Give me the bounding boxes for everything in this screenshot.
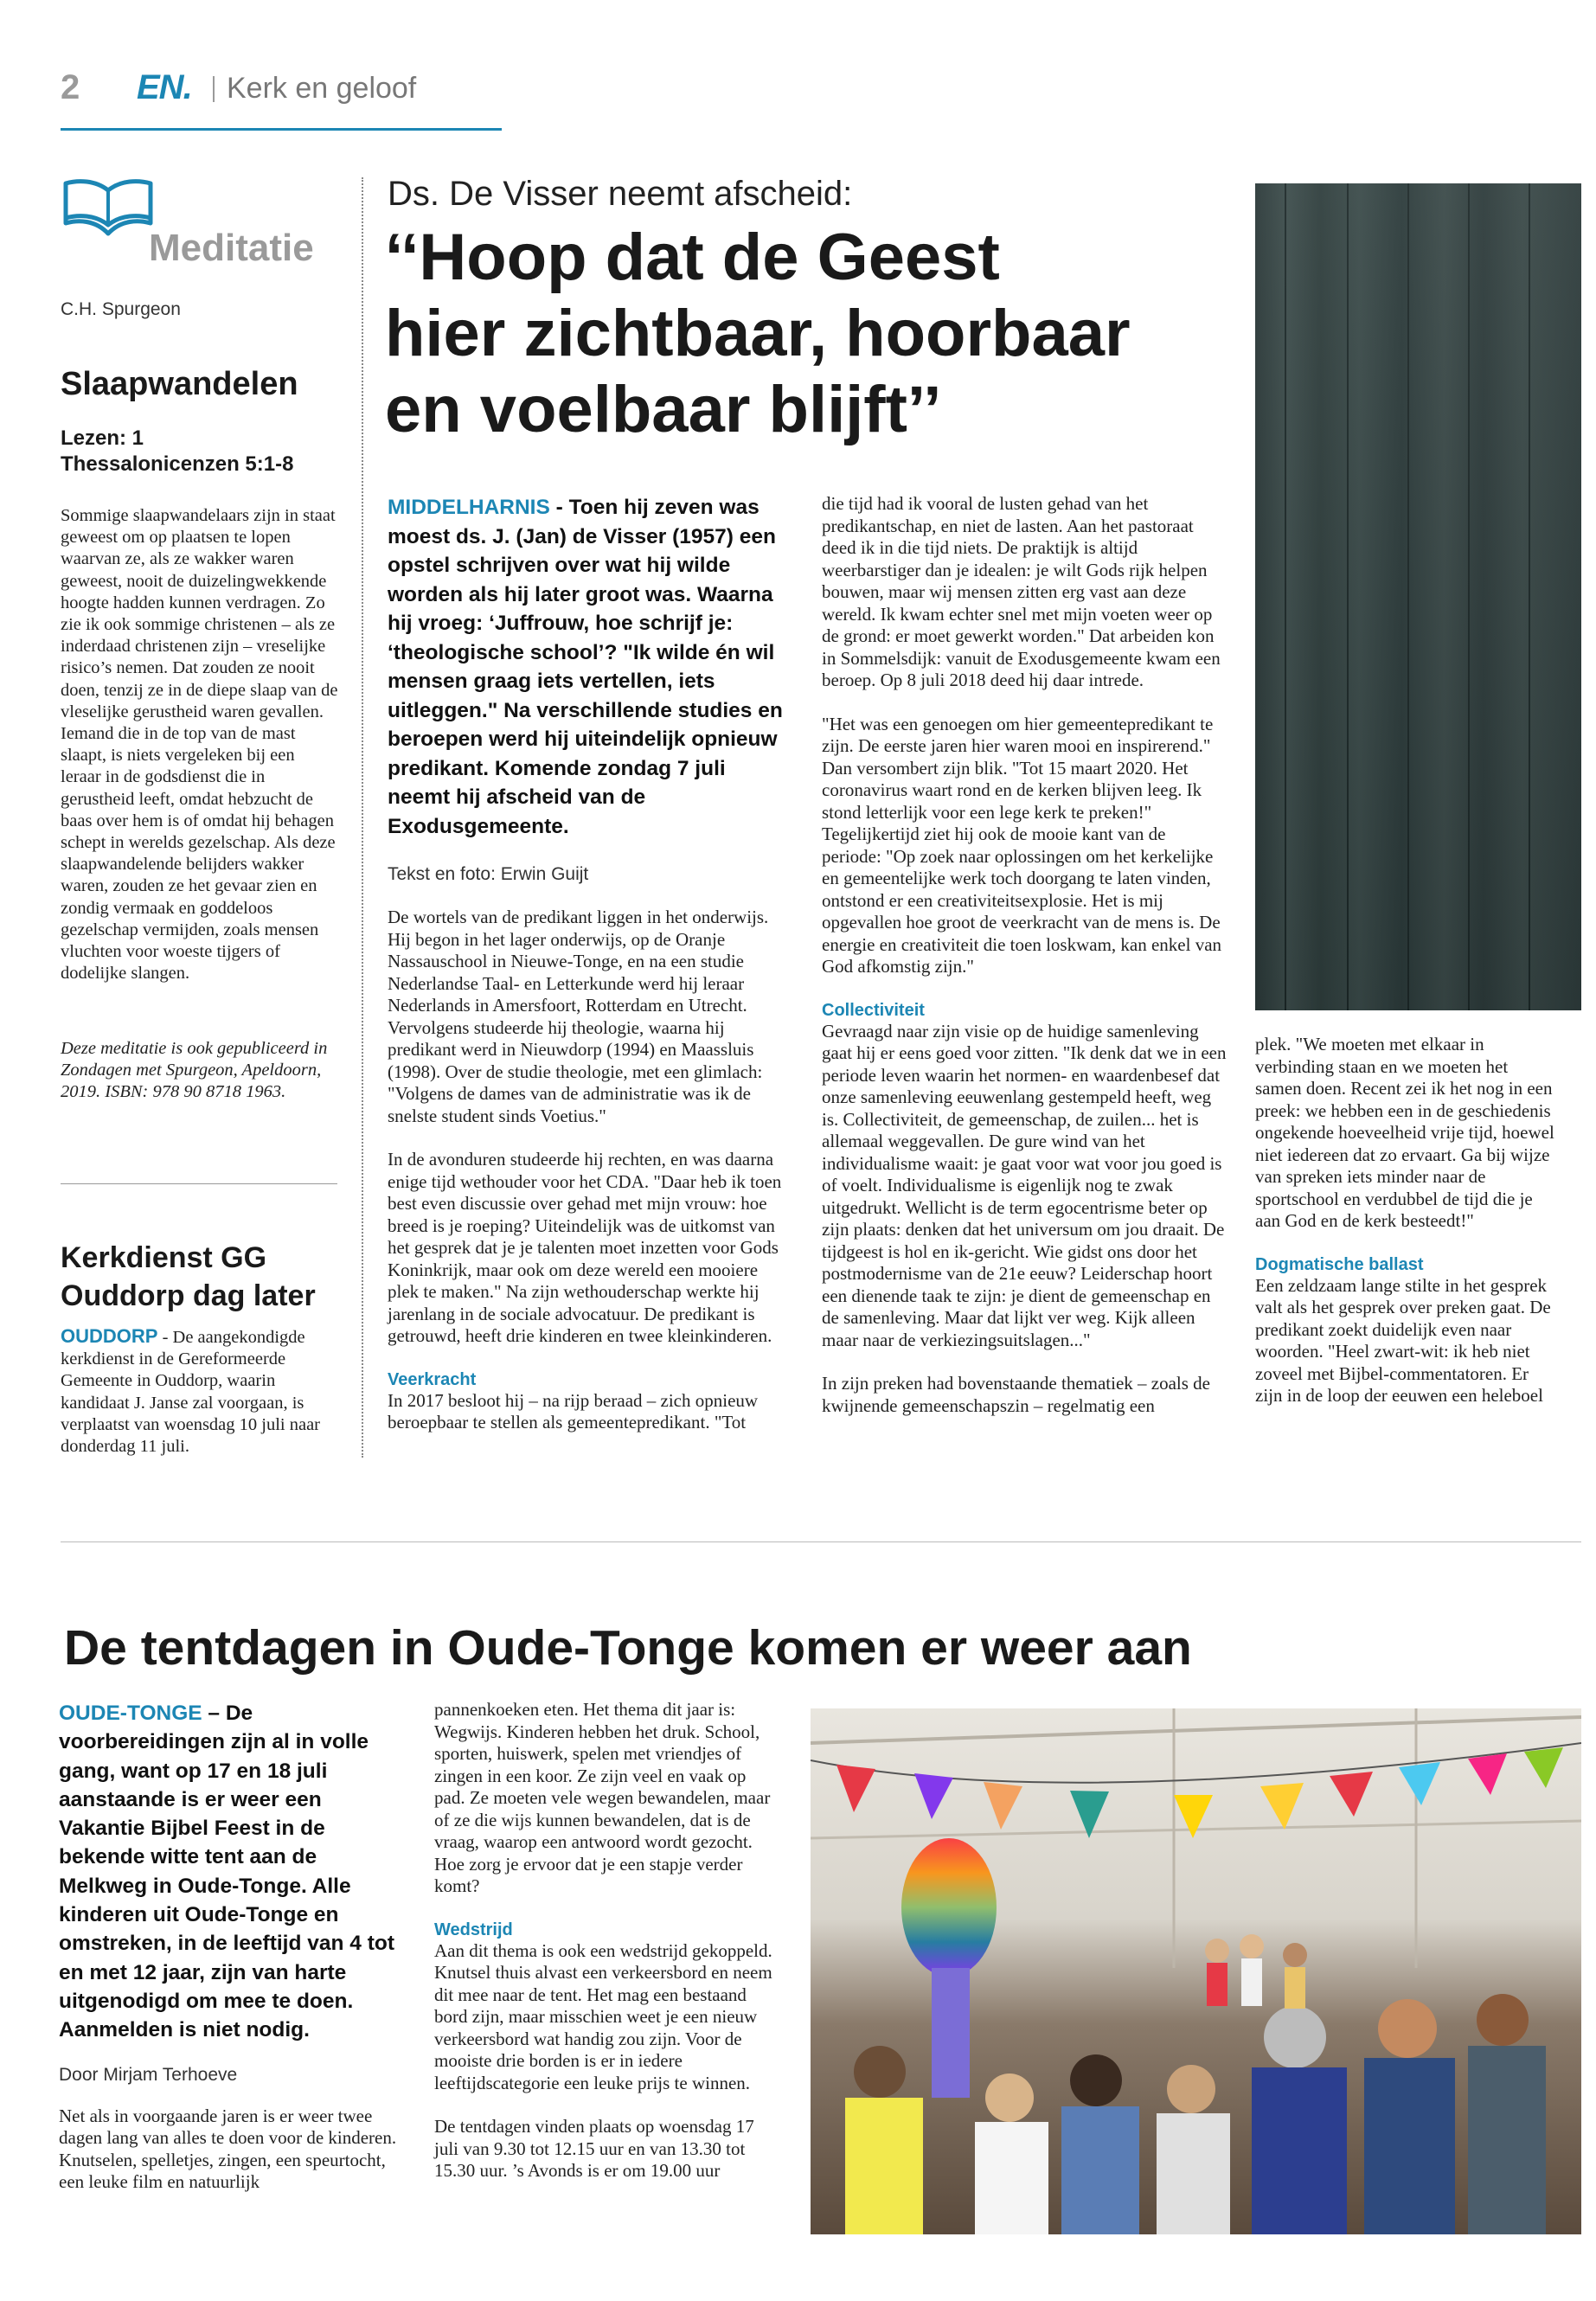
paragraph: Gevraagd naar zijn visie op de huidige samenleving gaat hij er eens goed voor zitten. "Ik denk dat we in een periode leven waarin het normen- en waardenbesef dat onze samenleving eeuwenlang gestempeld heeft, weg is. Collectiviteit, de gemeenschap, de zuilen... het is allemaal weggevallen. De gure wind van het individualisme waait: je gaat voor wat voor jou goed is of voelt. Individualisme is eigenlijk nog te zwak uitgedrukt. Wellicht is de term egocentrisme beter op zijn plaats: denken dat het universum om jou draait. De tijdgeest is hol en ik-gericht. Wie gidst ons door het postmodernisme van de 21e eeuw? Leiderschap hoort een dienende taak te zijn: je dient de gemeenschap en de samenleving. Maar dat lijkt ver weg. Kijk alleen maar naar de verkiezingsuitslagen..." [822, 1020, 1227, 1350]
tent-photo [811, 1708, 1581, 2234]
second-col-1 [59, 1699, 405, 2194]
newspaper-logo: EN. [137, 68, 192, 106]
subheading-veerkracht: Veerkracht [388, 1369, 477, 1389]
main-headline [385, 220, 1207, 448]
paragraph: plek. "We moeten met elkaar in verbinding staan en we moeten het samen doen. Recent zei ik het nog in een preek: we hebben een in de geschiedenis ongekende hoeveelheid vrije tijd, hoewel niet iedereen dat zo ervaart. Ga bij wijze van spreken iets minder naar de sportschool en verdubbel de tijd die je aan God en de kerk besteedt!" [1255, 1034, 1554, 1231]
brief-box [61, 1239, 342, 1458]
brief-body [61, 1325, 342, 1458]
paragraph: Een zeldzaam lange stilte in het gesprek valt als het gesprek over preken gaat. De predikant zoekt duidelijk even naar woorden. "Heel zwart-wit: ik heb niet zoveel met Bijbel-commentatoren. Er zijn in de loop der eeuwen een heleboel [1255, 1274, 1551, 1406]
subheading-collectiviteit: Collectiviteit [822, 1000, 925, 1020]
headline-line-2: hier zichtbaar, hoorbaar [385, 297, 1131, 370]
paragraph: Net als in voorgaande jaren is er weer twee dagen lang van alles te doen voor de kinderen. Knutselen, spelletjes, zingen, een speurtocht, een leuke film en natuurlijk [59, 2105, 397, 2193]
second-headline: De tentdagen in Oude-Tonge komen er weer aan [64, 1620, 1192, 1676]
left-column-rule [61, 1183, 337, 1184]
paragraph: De wortels van de predikant liggen in het onderwijs. Hij begon in het lager onderwijs, op de Oranje Nassauschool in Nieuwe-Tonge, en na een studie Nederlandse Taal- en Letterkunde werd hij leraar Nederlands in Amersfoort, Rotterdam en Utrecht. Vervolgens studeerde hij theologie, waarna hij predikant werd in Nieuwdorp (1994) en Maassluis (1998). Over de studie theologie, met een glimlach: "Volgens de dames van de administratie was ik de snelste student sinds Voetius." [388, 907, 769, 1126]
meditation-reading-2: Thessalonicenzen 5:1-8 [61, 452, 294, 476]
main-col-1-body [388, 907, 785, 1434]
paragraph: In zijn preken had bovenstaande thematiek – zoals de kwijnende gemeenschapszin – regelmatig een [822, 1373, 1210, 1416]
header-rule [61, 128, 502, 131]
paragraph: pannenkoeken eten. Het thema dit jaar is: Wegwijs. Kinderen hebben het druk. School, sporten, huiswerk, spelen met vriendjes of zingen in een koor. Ze zijn veel en vaak op pad. Ze moeten vele wegen bewandelen, maar of ze die wijs kunnen bewandelen, dat is de vraag, waarop een antwoord wordt gezocht. Hoe zorg je ervoor dat je een stapje verder komt? [434, 1699, 771, 1896]
brief-title-1: Kerkdienst GG [61, 1241, 267, 1274]
meditation-body: Sommige slaapwandelaars zijn in staat geweest om op plaatsen te lopen waarvan ze, als ze wakker waren geweest, nooit de duizelingwekkende hoogte hadden kunnen verdragen. Zo zie ik ook sommige christenen – als ze inderdaad christenen zijn – vreselijke risico’s nemen. Dat zouden ze nooit doen, tenzij ze in de diepe slaap van de vleselijke gerustheid waren gevallen. Iemand die in de top van de mast slaapt, is niets vergeleken bij een leraar in de godsdienst die in gerustheid leeft, omdat hebzucht de baas over hem is of omdat hij behagen schept in werelds gezelschap. Als deze slaapwandelende belijders wakker waren, zouden ze het gevaar zien en zondig vermaak en goddeloos gezelschap vermijden, zoals mensen vluchten voor woeste tijgers of dodelijke slangen. [61, 506, 338, 984]
main-col-3 [1255, 1034, 1558, 1407]
main-dateline: MIDDELHARNIS [388, 496, 550, 519]
section-separator [61, 1541, 1581, 1542]
tent-scene [811, 1708, 1581, 2234]
main-kicker: Ds. De Visser neemt afscheid: [388, 175, 853, 213]
meditation-author: C.H. Spurgeon [61, 299, 181, 319]
main-col-2 [822, 493, 1228, 1417]
brief-dateline: OUDDORP [61, 1325, 158, 1347]
second-dateline: OUDE-TONGE [59, 1702, 202, 1725]
brief-title-2: Ouddorp dag later [61, 1279, 316, 1312]
paragraph: In de avonduren studeerde hij rechten, en was daarna enige tijd wethouder voor het CDA. "Daar heb ik toen best even discussie over gehad met mijn vrouw: hoe breed is je roeping? Uiteindelijk was de uitkomst van het gesprek dat je je talenten moet inzetten voor Gods Koninkrijk, maar ook om deze wereld een mooiere plek te maken." Na zijn wethouderschap werkte hij jarenlang in de sociale advocatuur. De predikant is getrouwd, heeft drie kinderen en twee kleinkinderen. [388, 1149, 782, 1346]
page-number: 2 [61, 68, 80, 106]
meditation-title: Slaapwandelen [61, 366, 298, 402]
header-divider [213, 76, 215, 102]
paragraph: die tijd had ik vooral de lusten gehad van het predikantschap, en niet de lasten. Aan het pastoraat deed ik in die tijd niets. De praktijk is altijd weerbarstiger dan je idealen: je wilt Gods rijk helpen bouwen, maar wij mensen zitten erg vast aan deze wereld. Ik kwam echter snel met mijn voeten weer op de grond: er moet gewerkt worden." Dat arbeiden kon in Sommelsdijk: vanuit de Exodusgemeente kwam een beroep. Op 8 juli 2018 deed hij daar intrede. [822, 493, 1221, 690]
open-book-icon [61, 173, 156, 242]
paragraph: "Het was een genoegen om hier gemeentepredikant te zijn. De eerste jaren hier waren mooi en inspirerend." Dan versombert zijn blik. "Tot 15 maart 2020. Het coronavirus waart rond en de kerken blijven leeg. Ik stond letterlijk voor een lege kerk te preken!" Tegelijkertijd ziet hij ook de mooie kant van de periode: "Op zoek naar oplossingen om het kerkelijke en gemeentelijke werk toch doorgang te laten vinden, ontstond er een creativiteitsexplosie. Het is mij opgevallen hoe groot de veerkracht van de mens is. De energie en creativiteit die toen loskwam, kan enkel van God afkomstig zijn." [822, 713, 1222, 977]
second-lead-text: – De voorbereidingen zijn al in volle gang, want op 17 en 18 juli aanstaande is er weer een Vakantie Bijbel Feest in de bekende witte tent aan de Melkweg in Oude-Tonge. Alle kinderen uit Oude-Tonge en omstreken, in de leeftijd van 4 tot en met 12 jaar, zijn van harte uitgenodigd om mee te doen. Aanmelden is niet nodig. [59, 1702, 395, 2042]
main-col-1 [388, 493, 785, 1434]
meditation-reading-1: Lezen: 1 [61, 426, 144, 450]
page-header [61, 67, 519, 130]
brief-text: - De aangekondigde kerkdienst in de Gereformeerde Gemeente in Ouddorp, waarin kandidaat J. Janse zal voorgaan, is verplaatst van woensdag 10 juli naar donderdag 11 juli. [61, 1328, 321, 1457]
paragraph: Aan dit thema is ook een wedstrijd gekoppeld. Knutsel thuis alvast een verkeersbord en neem dit mee naar de tent. Het mag een bestaand bord zijn, maar misschien weet je een nieuw verkeersbord wat handig zou zijn. Voor de mooiste drie borden is er in iedere leeftijdscategorie een leuke prijs te winnen. [434, 1939, 772, 2093]
main-byline: Tekst en foto: Erwin Guijt [388, 864, 589, 884]
section-name: Kerk en geloof [227, 72, 417, 105]
subheading-dogmatische-ballast: Dogmatische ballast [1255, 1254, 1424, 1274]
second-lead [59, 1699, 405, 2045]
second-col-2 [434, 1699, 777, 2182]
second-col-1-body [59, 2106, 405, 2194]
headline-line-3: en voelbaar blijft’’ [385, 373, 942, 446]
wall-light [1255, 183, 1581, 1010]
meditation-label: Meditatie [149, 227, 314, 269]
main-lead-text: - Toen hij zeven was moest ds. J. (Jan) de Visser (1957) een opstel schrijven over wat hij wilde worden als hij later groot was. Waarna hij vroeg: ‘Juffrouw, hoe schrijf je: ‘theologische school’? "Ik wilde én wil mensen graag iets vertellen, iets uitleggen." Na verschillende studies en beroepen werd hij uiteindelijk opnieuw predikant. Komende zondag 7 juli neemt hij afscheid van de Exodusgemeente. [388, 496, 783, 838]
main-lead [388, 493, 785, 841]
second-byline: Door Mirjam Terhoeve [59, 2064, 238, 2085]
paragraph: In 2017 besloot hij – na rijp beraad – zich opnieuw beroepbaar te stellen als gemeentepredikant. "Tot [388, 1389, 759, 1433]
subheading-wedstrijd: Wedstrijd [434, 1920, 513, 1939]
paragraph: De tentdagen vinden plaats op woensdag 17 juli van 9.30 tot 12.15 uur en van 13.30 tot 15.30 uur. ’s Avonds is er om 19.00 uur [434, 2116, 754, 2181]
wall-photo [1255, 183, 1581, 1010]
column-divider [362, 177, 363, 1458]
meditation-note: Deze meditatie is ook gepubliceerd in Zondagen met Spurgeon, Apeldoorn, 2019. ISBN: 978 90 8718 1963. [61, 1039, 328, 1102]
headline-line-1: ‘‘Hoop dat de Geest [385, 221, 1000, 294]
